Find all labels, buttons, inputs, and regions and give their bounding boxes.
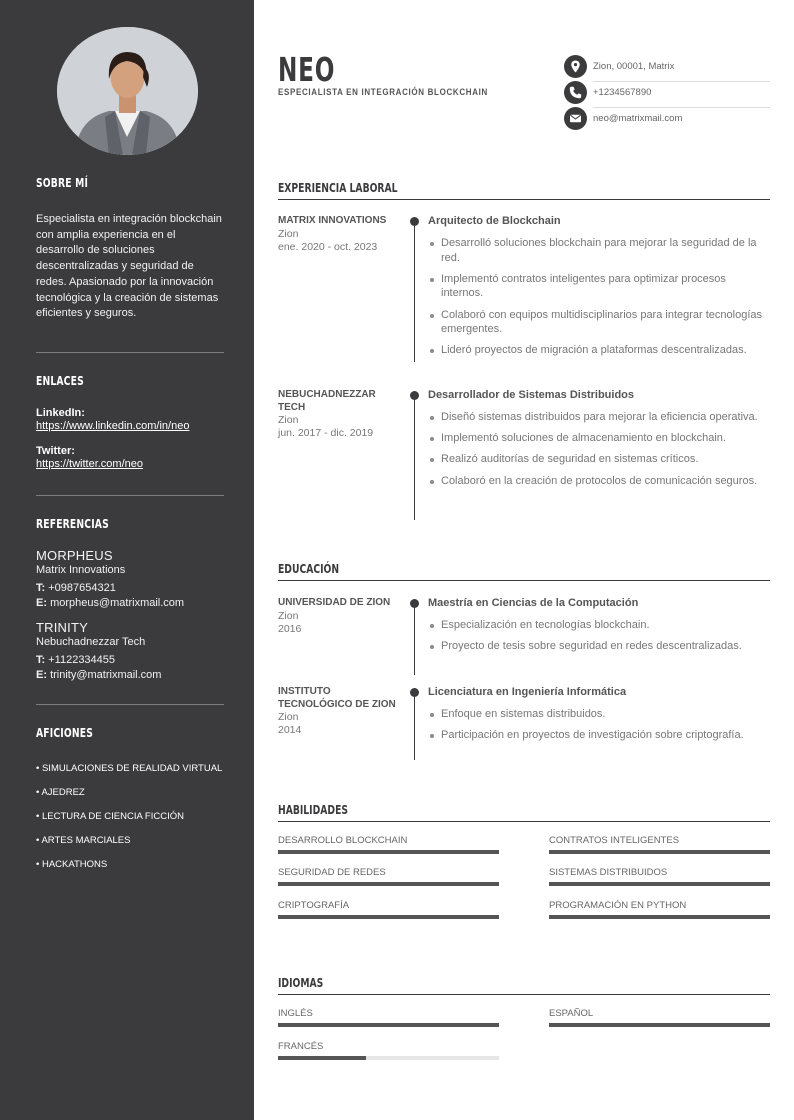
bullet-item: Diseñó sistemas distribuidos para mejorar la eficiencia operativa.	[428, 410, 770, 425]
language-bar-fill	[278, 1023, 499, 1027]
reference-phone	[36, 581, 224, 596]
hobby-list	[36, 763, 224, 871]
language-item	[549, 1008, 770, 1019]
role-title: Licenciatura en Ingeniería Informática	[428, 686, 627, 698]
role-title: Desarrollador de Sistemas Distribuidos	[428, 389, 635, 401]
section-rule	[278, 199, 770, 200]
phone-icon	[564, 81, 587, 104]
period: 2014	[278, 724, 302, 736]
reference-email	[36, 668, 224, 683]
bullet-item: Enfoque en sistemas distribuidos.	[428, 707, 770, 722]
contact-phone	[564, 81, 770, 107]
email-label: E:	[36, 597, 47, 609]
section-rule	[278, 994, 770, 995]
twitter-link[interactable]: https://twitter.com/neo	[36, 458, 143, 470]
entry-meta	[278, 389, 398, 440]
bullet-list	[428, 236, 770, 358]
profile-photo	[57, 27, 198, 155]
timeline-dot	[410, 217, 419, 226]
divider	[36, 495, 224, 496]
skill-label: PROGRAMACIÓN EN PYTHON	[549, 900, 687, 911]
reference-phone	[36, 653, 224, 668]
language-label: INGLÉS	[278, 1008, 313, 1019]
skill-bar	[278, 850, 499, 854]
person-name: NEO	[278, 50, 336, 89]
timeline-line	[414, 599, 415, 675]
bullet-item: Colaboró con equipos multidisciplinarios para integrar tecnologías emergentes.	[428, 308, 770, 337]
organization: INSTITUTO TECNOLÓGICO DE ZION	[278, 686, 396, 710]
email-value: morpheus@matrixmail.com	[50, 597, 185, 609]
bullet-list	[428, 410, 770, 488]
period: jun. 2017 - dic. 2019	[278, 427, 374, 439]
bullet-list	[428, 707, 770, 743]
skill-label: SISTEMAS DISTRIBUIDOS	[549, 867, 668, 878]
timeline-dot	[410, 599, 419, 608]
organization: MATRIX INNOVATIONS	[278, 215, 387, 226]
hobby-item: • HACKATHONS	[36, 859, 108, 870]
avatar	[57, 27, 198, 155]
contact-email	[564, 107, 770, 133]
sidebar	[0, 0, 254, 1120]
skill-label: SEGURIDAD DE REDES	[278, 867, 386, 878]
location: Zion	[278, 711, 299, 723]
bullet-list	[428, 618, 770, 654]
language-bar	[278, 1023, 499, 1027]
timeline-line	[414, 217, 415, 362]
email-value: trinity@matrixmail.com	[50, 669, 162, 681]
skill-item	[278, 900, 499, 911]
phone-label: T:	[36, 654, 46, 666]
contact-phone-text: +1234567890	[593, 87, 652, 98]
link-label: LinkedIn:	[36, 407, 85, 419]
skill-item	[278, 867, 499, 878]
links-section	[36, 372, 224, 470]
link-item-twitter	[36, 445, 224, 470]
entry-meta	[278, 686, 398, 737]
skill-bar	[549, 882, 770, 886]
education-title: EDUCACIÓN	[278, 561, 340, 576]
role-title: Maestría en Ciencias de la Computación	[428, 597, 639, 609]
section-rule	[278, 580, 770, 581]
reference-email	[36, 596, 224, 611]
link-item-linkedin	[36, 407, 224, 432]
reference-company: Nebuchadnezzar Tech	[36, 636, 146, 648]
bullet-item: Participación en proyectos de investigación sobre criptografía.	[428, 728, 770, 743]
references-section	[36, 515, 224, 683]
bullet-item: Colaboró en la creación de protocolos de comunicación seguros.	[428, 474, 770, 489]
divider	[36, 704, 224, 705]
reference-name: MORPHEUS	[36, 548, 113, 563]
skill-item	[549, 867, 770, 878]
hobby-item: • ARTES MARCIALES	[36, 835, 131, 846]
hobbies-section	[36, 724, 224, 883]
phone-label: T:	[36, 582, 46, 594]
organization: UNIVERSIDAD DE ZION	[278, 597, 391, 608]
skill-bar-fill	[549, 882, 770, 886]
entry-details	[428, 389, 770, 495]
bullet-item: Lideró proyectos de migración a plataformas descentralizadas.	[428, 343, 770, 358]
bullet-item: Implementó contratos inteligentes para optimizar procesos internos.	[428, 272, 770, 301]
organization: NEBUCHADNEZZAR TECH	[278, 389, 376, 413]
skill-label: CRIPTOGRAFÍA	[278, 900, 350, 911]
entry-details	[428, 686, 770, 749]
main-content	[278, 0, 770, 1120]
hobby-item: • LECTURA DE CIENCIA FICCIÓN	[36, 811, 184, 822]
location: Zion	[278, 609, 299, 622]
email-icon	[564, 107, 587, 130]
bullet-item: Realizó auditorías de seguridad en sistemas críticos.	[428, 452, 770, 467]
language-bar	[549, 1023, 770, 1027]
entry-details	[428, 597, 770, 660]
skill-item	[278, 835, 499, 846]
timeline-dot	[410, 688, 419, 697]
language-bar-fill	[278, 1056, 366, 1060]
skill-bar	[549, 850, 770, 854]
location: Zion	[278, 227, 299, 240]
bullet-item: Implementó soluciones de almacenamiento en blockchain.	[428, 431, 770, 446]
language-label: FRANCÉS	[278, 1041, 324, 1052]
linkedin-link[interactable]: https://www.linkedin.com/in/neo	[36, 420, 190, 432]
phone-value: +0987654321	[48, 582, 116, 594]
bullet-item: Desarrolló soluciones blockchain para mejorar la seguridad de la red.	[428, 236, 770, 265]
about-section	[36, 174, 224, 322]
contact-location-text: Zion, 00001, Matrix	[593, 61, 675, 72]
skill-bar-fill	[549, 850, 770, 854]
entry-meta	[278, 215, 398, 254]
bullet-item: Proyecto de tesis sobre seguridad en redes descentralizadas.	[428, 639, 770, 654]
contact-email-text[interactable]: neo@matrixmail.com	[593, 113, 683, 124]
skill-label: CONTRATOS INTELIGENTES	[549, 835, 680, 846]
email-label: E:	[36, 669, 47, 681]
timeline-dot	[410, 391, 419, 400]
hobbies-title: AFICIONES	[36, 725, 94, 740]
role-title: Arquitecto de Blockchain	[428, 215, 561, 227]
skills-title: HABILIDADES	[278, 802, 349, 817]
reference-name: TRINITY	[36, 620, 88, 635]
skill-label: DESARROLLO BLOCKCHAIN	[278, 835, 408, 846]
hobby-item: • AJEDREZ	[36, 787, 85, 798]
language-item	[278, 1041, 499, 1052]
language-label: ESPAÑOL	[549, 1008, 594, 1019]
about-text: Especialista en integración blockchain con amplia experiencia en el desarrollo de soluciones descentralizadas y seguridad de redes. Apasionado por la innovación tecnológica y la creación de sistemas eficientes y seguros.	[36, 213, 222, 320]
language-bar-fill	[549, 1023, 770, 1027]
skill-bar	[278, 915, 499, 919]
about-title: SOBRE MÍ	[36, 175, 89, 190]
section-rule	[278, 821, 770, 822]
references-title: REFERENCIAS	[36, 516, 109, 531]
skill-bar-fill	[549, 915, 770, 919]
bullet-item: Especialización en tecnologías blockchain.	[428, 618, 770, 633]
divider	[36, 352, 224, 353]
timeline-line	[414, 391, 415, 520]
job-title: ESPECIALISTA EN INTEGRACIÓN BLOCKCHAIN	[278, 87, 488, 98]
experience-title: EXPERIENCIA LABORAL	[278, 180, 398, 195]
hobby-item: • SIMULACIONES DE REALIDAD VIRTUAL	[36, 763, 223, 774]
links-title: ENLACES	[36, 373, 84, 388]
phone-value: +1122334455	[48, 654, 116, 666]
language-bar	[278, 1056, 499, 1060]
language-item	[278, 1008, 499, 1019]
skill-bar-fill	[278, 850, 499, 854]
location: Zion	[278, 414, 299, 426]
skill-bar-fill	[278, 882, 499, 886]
reference-company: Matrix Innovations	[36, 564, 126, 576]
timeline-line	[414, 688, 415, 760]
entry-details	[428, 215, 770, 365]
entry-meta	[278, 597, 398, 636]
reference-item	[36, 620, 224, 683]
languages-title: IDIOMAS	[278, 975, 324, 990]
period: 2016	[278, 622, 302, 635]
period: ene. 2020 - oct. 2023	[278, 240, 378, 253]
link-label: Twitter:	[36, 445, 75, 457]
reference-item	[36, 548, 224, 611]
location-icon	[564, 55, 587, 78]
skill-item	[549, 900, 770, 911]
skill-bar-fill	[278, 915, 499, 919]
skill-item	[549, 835, 770, 846]
contact-location	[564, 55, 770, 81]
skill-bar	[278, 882, 499, 886]
skill-bar	[549, 915, 770, 919]
